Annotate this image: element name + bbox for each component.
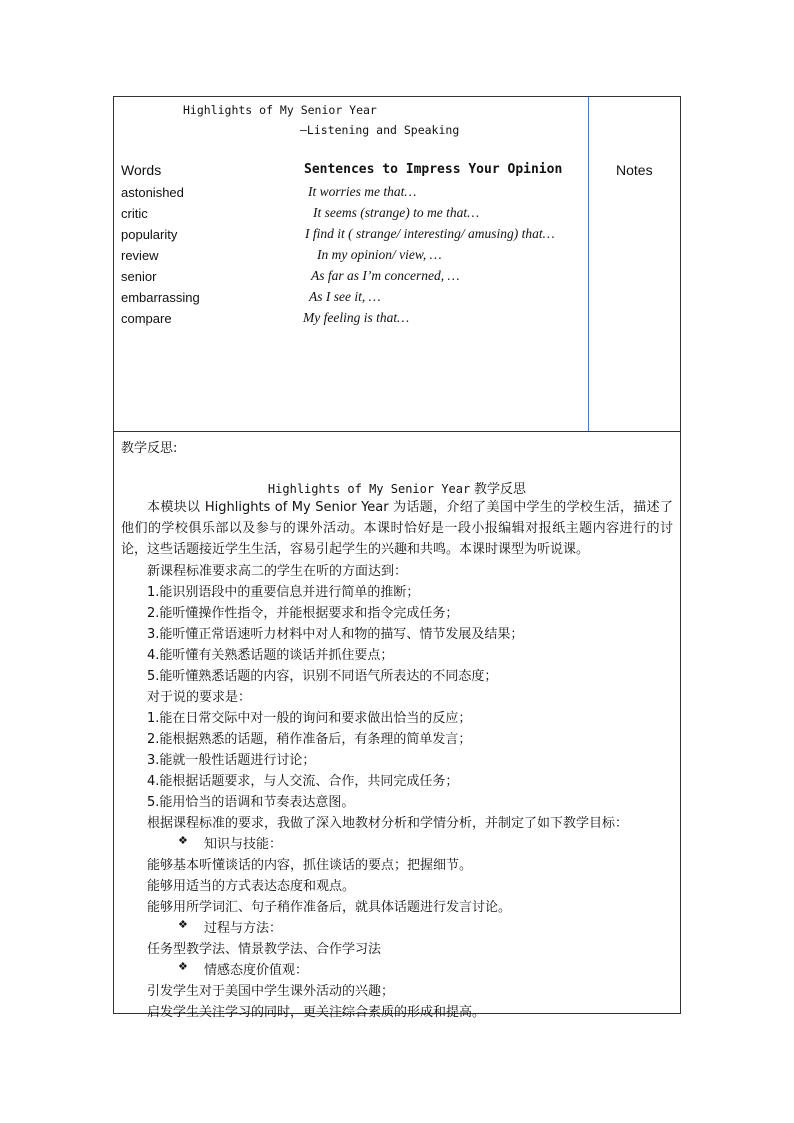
- listening-intro: 新课程标准要求高二的学生在听的方面达到：: [147, 564, 408, 579]
- listening-item: 5.能听懂熟悉话题的内容，识别不同语气所表达的不同态度；: [147, 669, 498, 684]
- sentence-item: As I see it, …: [309, 289, 381, 304]
- diamond-bullet-icon: ❖: [178, 918, 188, 931]
- word-item: senior: [121, 269, 157, 284]
- sentence-item: My feeling is that…: [303, 310, 410, 325]
- goals-intro: 根据课程标准的要求，我做了深入地教材分析和学情分析，并制定了如下教学目标：: [147, 816, 629, 831]
- word-item: popularity: [121, 227, 178, 242]
- reflection-title: [114, 478, 680, 497]
- speaking-item: 1.能在日常交际中对一般的询问和要求做出恰当的反应；: [147, 711, 472, 726]
- listening-item: 3.能听懂正常语速听力材料中对人和物的描写、情节发展及结果；: [147, 627, 524, 642]
- sentence-item: In my opinion/ view, …: [317, 247, 442, 262]
- diamond-bullet-icon: ❖: [178, 960, 188, 973]
- diamond-bullet-icon: ❖: [178, 834, 188, 847]
- speaking-item: 2.能根据熟悉的话题，稍作准备后，有条理的简单发言；: [147, 732, 472, 747]
- listening-item: 4.能听懂有关熟悉话题的谈话并抓住要点；: [147, 648, 394, 663]
- speaking-intro: 对于说的要求是：: [147, 690, 252, 705]
- word-item: critic: [121, 206, 148, 221]
- listening-item: 2.能听懂操作性指令，并能根据要求和指令完成任务；: [147, 606, 459, 621]
- goal-heading: 情感态度价值观：: [204, 963, 309, 978]
- goal-heading: 过程与方法：: [204, 921, 283, 936]
- sentence-item: As far as I’m concerned, …: [311, 268, 460, 283]
- word-item: embarrassing: [121, 290, 200, 305]
- lesson-title: Highlights of My Senior Year: [183, 103, 377, 117]
- sentence-item: I find it ( strange/ interesting/ amusing) that…: [305, 226, 555, 241]
- speaking-item: 4.能根据话题要求，与人交流、合作，共同完成任务；: [147, 774, 459, 789]
- reflection-title-en: Highlights of My Senior Year: [267, 482, 471, 496]
- lesson-subtitle: —Listening and Speaking: [300, 123, 460, 137]
- word-item: astonished: [121, 185, 184, 200]
- speaking-item: 5.能用恰当的语调和节奏表达意图。: [147, 795, 355, 810]
- sentence-item: It seems (strange) to me that…: [313, 205, 480, 220]
- speaking-item: 3.能就一般性话题进行讨论；: [147, 753, 316, 768]
- header-sentences: Sentences to Impress Your Opinion: [304, 162, 563, 177]
- listening-item: 1.能识别语段中的重要信息并进行简单的推断；: [147, 585, 420, 600]
- goal-item: 能够用所学词汇、句子稍作准备后，就具体话题进行发言讨论。: [147, 900, 512, 915]
- goal-item: 引发学生对于美国中学生课外活动的兴趣；: [147, 984, 395, 999]
- goal-item: 能够基本听懂谈话的内容，抓住谈话的要点；把握细节。: [147, 858, 473, 873]
- header-words: Words: [121, 162, 162, 178]
- goal-heading: 知识与技能：: [204, 837, 283, 852]
- lesson-table: [113, 96, 681, 1020]
- word-item: review: [121, 248, 159, 263]
- goal-item: 启发学生关注学习的同时，更关注综合素质的形成和提高。: [147, 1005, 486, 1020]
- goal-item: 任务型教学法、情景教学法、合作学习法: [147, 942, 382, 957]
- sentence-item: It worries me that…: [308, 184, 417, 199]
- column-divider: [588, 97, 589, 431]
- word-item: compare: [121, 311, 172, 326]
- reflection-title-cn: 教学反思: [474, 482, 527, 497]
- row-divider: [114, 431, 680, 432]
- reflection-intro: 本模块以 Highlights of My Senior Year 为话题，介绍了美国中学生的学校生活，描述了他们的学校俱乐部以及参与的课外活动。本课时恰好是一段小报编辑对报纸主题内容进行的讨论，这些话题接近学生生活，容易引起学生的兴趣和共鸣。本课时课型为听说课。: [121, 500, 673, 557]
- goal-item: 能够用适当的方式表达态度和观点。: [147, 879, 356, 894]
- header-notes: Notes: [616, 162, 653, 178]
- reflection-label: 教学反思:: [121, 441, 178, 456]
